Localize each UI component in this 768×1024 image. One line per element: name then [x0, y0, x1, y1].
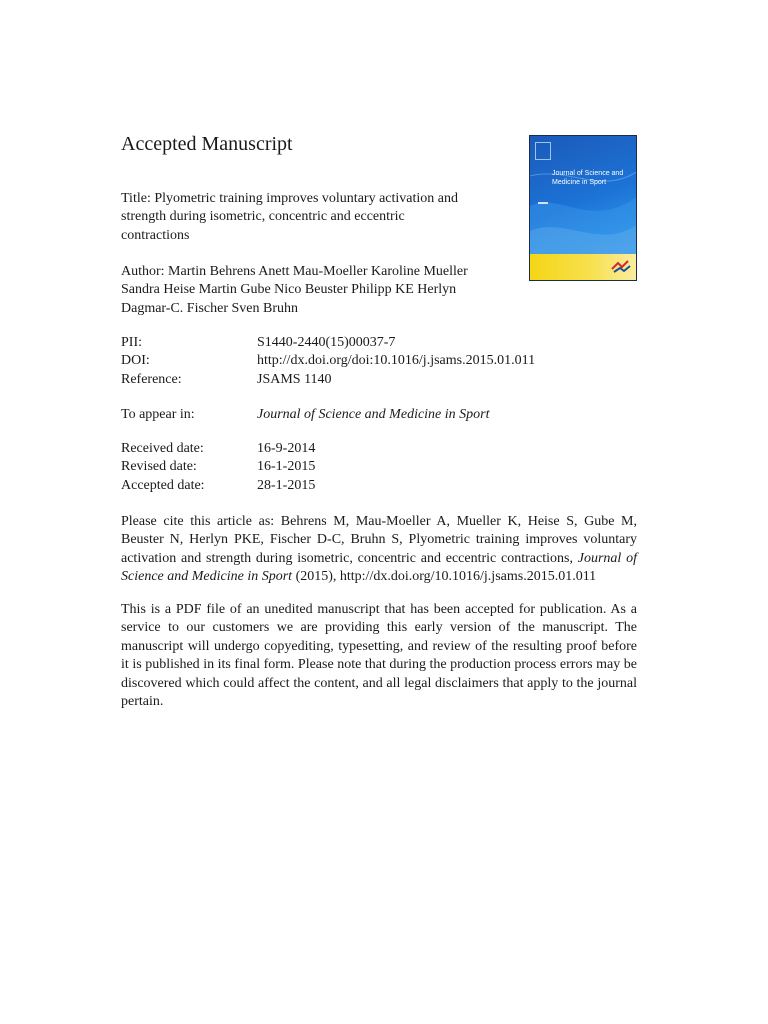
revised-row	[121, 458, 315, 476]
title-line: Title: Plyometric training improves voluntary activation and	[121, 191, 458, 206]
citation-tail: (2015), http://dx.doi.org/10.1016/j.jsams.2015.01.011	[292, 569, 597, 585]
accepted-row	[121, 477, 315, 495]
pii-value: S1440-2440(15)00037-7	[257, 335, 396, 350]
cover-title	[552, 169, 634, 187]
disclaimer-paragraph: This is a PDF file of an unedited manuscript that has been accepted for publication. As a service to our customers we are providing this early version of the manuscript. The manuscript will undergo copyediting, typesetting, and review of the resulting proof before it is published in its final form. Please note that during the production process errors may be discovered which could affect the content, and all legal disclaimers that apply to the journal pertain.	[121, 602, 637, 710]
received-row	[121, 440, 315, 458]
journal-name: Journal of Science and Medicine in Sport	[257, 407, 490, 422]
citation-text: Please cite this article as: Behrens M, Mau-Moeller A, Mueller K, Heise S, Gube M, Beuster N, Herlyn PKE, Fischer D-C, Bruhn S, Plyometric training improves voluntary activation and strength during isometric, concentric and eccentric contractions,	[121, 514, 637, 566]
journal-cover	[529, 135, 637, 281]
reference-label: Reference:	[121, 371, 182, 387]
author-line: Author: Martin Behrens Anett Mau-Moeller Karoline Mueller	[121, 264, 468, 279]
cover-title-line: Medicine in Sport	[552, 179, 607, 186]
accepted-label: Accepted date:	[121, 477, 205, 493]
doi-label: DOI:	[121, 353, 150, 369]
received-label: Received date:	[121, 441, 204, 456]
appear-row	[121, 406, 490, 424]
author-line: Sandra Heise Martin Gube Nico Beuster Philipp KE Herlyn	[121, 282, 457, 298]
doi-link[interactable]: http://dx.doi.org/doi:10.1016/j.jsams.2015.01.011	[257, 353, 536, 369]
appear-in	[121, 406, 490, 424]
society-badge-icon	[610, 259, 632, 275]
article-title	[121, 190, 501, 245]
author-line: Dagmar-C. Fischer Sven Bruhn	[121, 300, 299, 316]
reference-value: JSAMS 1140	[257, 371, 332, 387]
title-line: strength during isometric, concentric and eccentric	[121, 209, 405, 225]
accepted-value: 28-1-2015	[257, 477, 316, 493]
pii-row	[121, 334, 535, 352]
citation-paragraph	[121, 513, 637, 587]
identifier-table	[121, 334, 535, 389]
cover-volume-mark	[538, 202, 548, 204]
author-list	[121, 263, 511, 318]
doi-row	[121, 352, 535, 370]
reference-row	[121, 371, 535, 389]
revised-label: Revised date:	[121, 459, 197, 475]
cover-title-line: Journal of Science and	[552, 170, 624, 177]
pii-label: PII:	[121, 335, 142, 350]
document-heading: Accepted Manuscript	[121, 133, 293, 155]
title-line: contractions	[121, 227, 190, 243]
publisher-logo-icon	[535, 142, 551, 160]
citation-journal: Journal of Science and Medicine in Sport	[121, 550, 638, 585]
received-value: 16-9-2014	[257, 441, 316, 456]
revised-value: 16-1-2015	[257, 459, 316, 475]
dates-table	[121, 440, 315, 495]
appear-label: To appear in:	[121, 407, 195, 422]
